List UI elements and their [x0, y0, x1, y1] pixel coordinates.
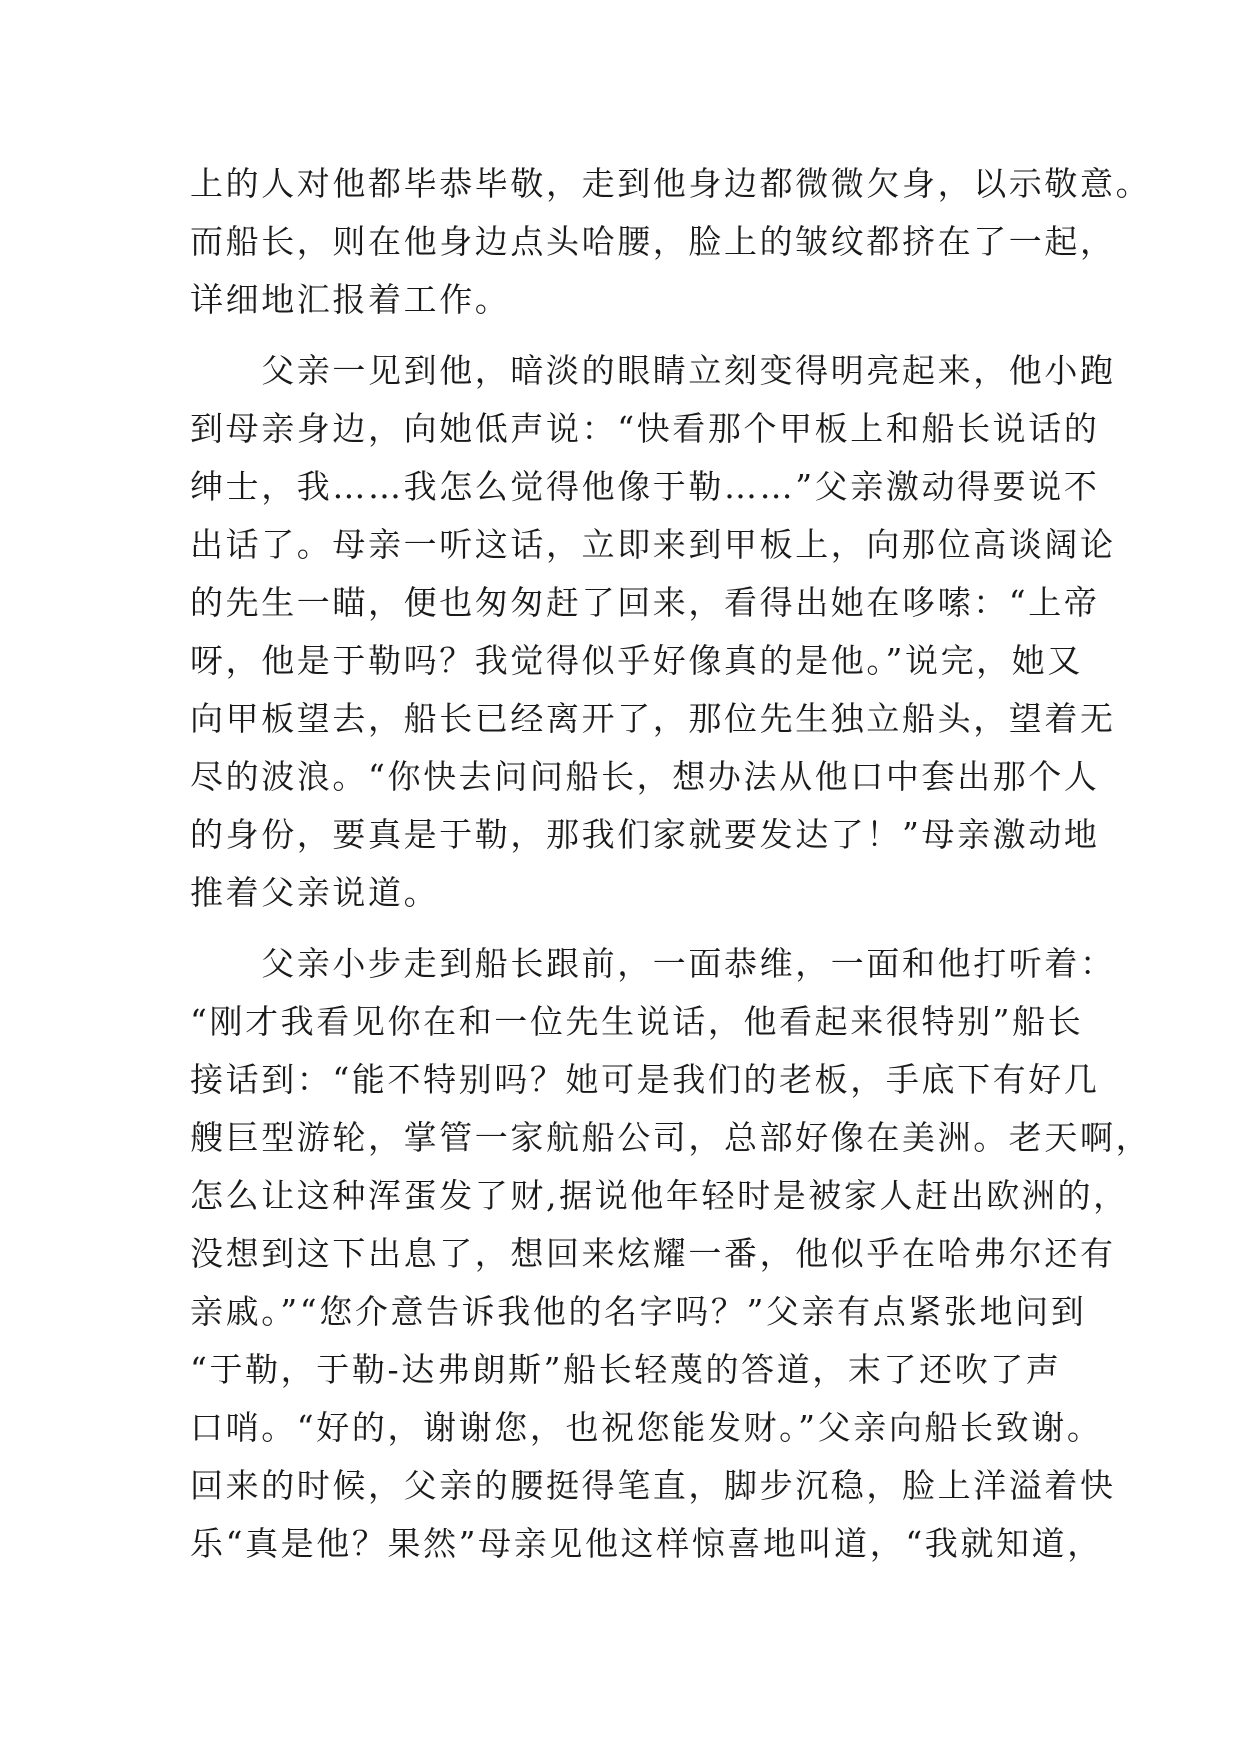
body-text [190, 155, 1152, 1573]
text-line: 到母亲身边，向她低声说：“快看那个甲板上和船长说话的 [190, 409, 1100, 448]
text-line: 乐“真是他？果然”母亲见他这样惊喜地叫道，“我就知道， [190, 1524, 1103, 1563]
text-line: 出话了。母亲一听这话，立即来到甲板上，向那位高谈阔论 [190, 525, 1116, 564]
text-line: 的先生一瞄，便也匆匆赶了回来，看得出她在哆嗦：“上帝 [190, 583, 1100, 622]
text-line: 没想到这下出息了，想回来炫耀一番，他似乎在哈弗尔还有 [190, 1234, 1116, 1273]
text-line: 父亲小步走到船长跟前，一面恭维，一面和他打听着： [190, 944, 1116, 983]
text-line: 向甲板望去，船长已经离开了，那位先生独立船头，望着无 [190, 699, 1116, 738]
text-line: 上的人对他都毕恭毕敬，走到他身边都微微欠身，以示敬意。 [190, 164, 1152, 203]
text-line: “于勒，于勒-达弗朗斯”船长轻蔑的答道，末了还吹了声 [190, 1350, 1062, 1389]
text-line: 接话到：“能不特别吗？她可是我们的老板，手底下有好几 [190, 1060, 1100, 1099]
text-line: 推着父亲说道。 [190, 873, 440, 912]
text-line: “刚才我看见你在和一位先生说话，他看起来很特别”船长 [190, 1002, 1084, 1041]
text-line: 尽的波浪。“你快去问问船长，想办法从他口中套出那个人 [190, 757, 1100, 796]
text-line: 口哨。“好的，谢谢您，也祝您能发财。”父亲向船长致谢。 [190, 1408, 1103, 1447]
text-line: 详细地汇报着工作。 [190, 280, 511, 319]
text-line: 怎么让这种浑蛋发了财,据说他年轻时是被家人赶出欧洲的， [190, 1176, 1129, 1215]
text-line: 呀，他是于勒吗？我觉得似乎好像真的是他。”说完，她又 [190, 641, 1083, 680]
text-line: 艘巨型游轮，掌管一家航船公司，总部好像在美洲。老天啊， [190, 1118, 1152, 1157]
text-line: 的身份，要真是于勒，那我们家就要发达了！”母亲激动地 [190, 815, 1100, 854]
text-line: 亲戚。”“您介意告诉我他的名字吗？”父亲有点紧张地问到 [190, 1292, 1087, 1331]
text-line: 父亲一见到他，暗淡的眼睛立刻变得明亮起来，他小跑 [190, 351, 1116, 390]
text-line: 而船长，则在他身边点头哈腰，脸上的皱纹都挤在了一起， [190, 222, 1116, 261]
text-line: 绅士，我……我怎么觉得他像于勒……”父亲激动得要说不 [190, 467, 1100, 506]
text-line: 回来的时候，父亲的腰挺得笔直，脚步沉稳，脸上洋溢着快 [190, 1466, 1116, 1505]
